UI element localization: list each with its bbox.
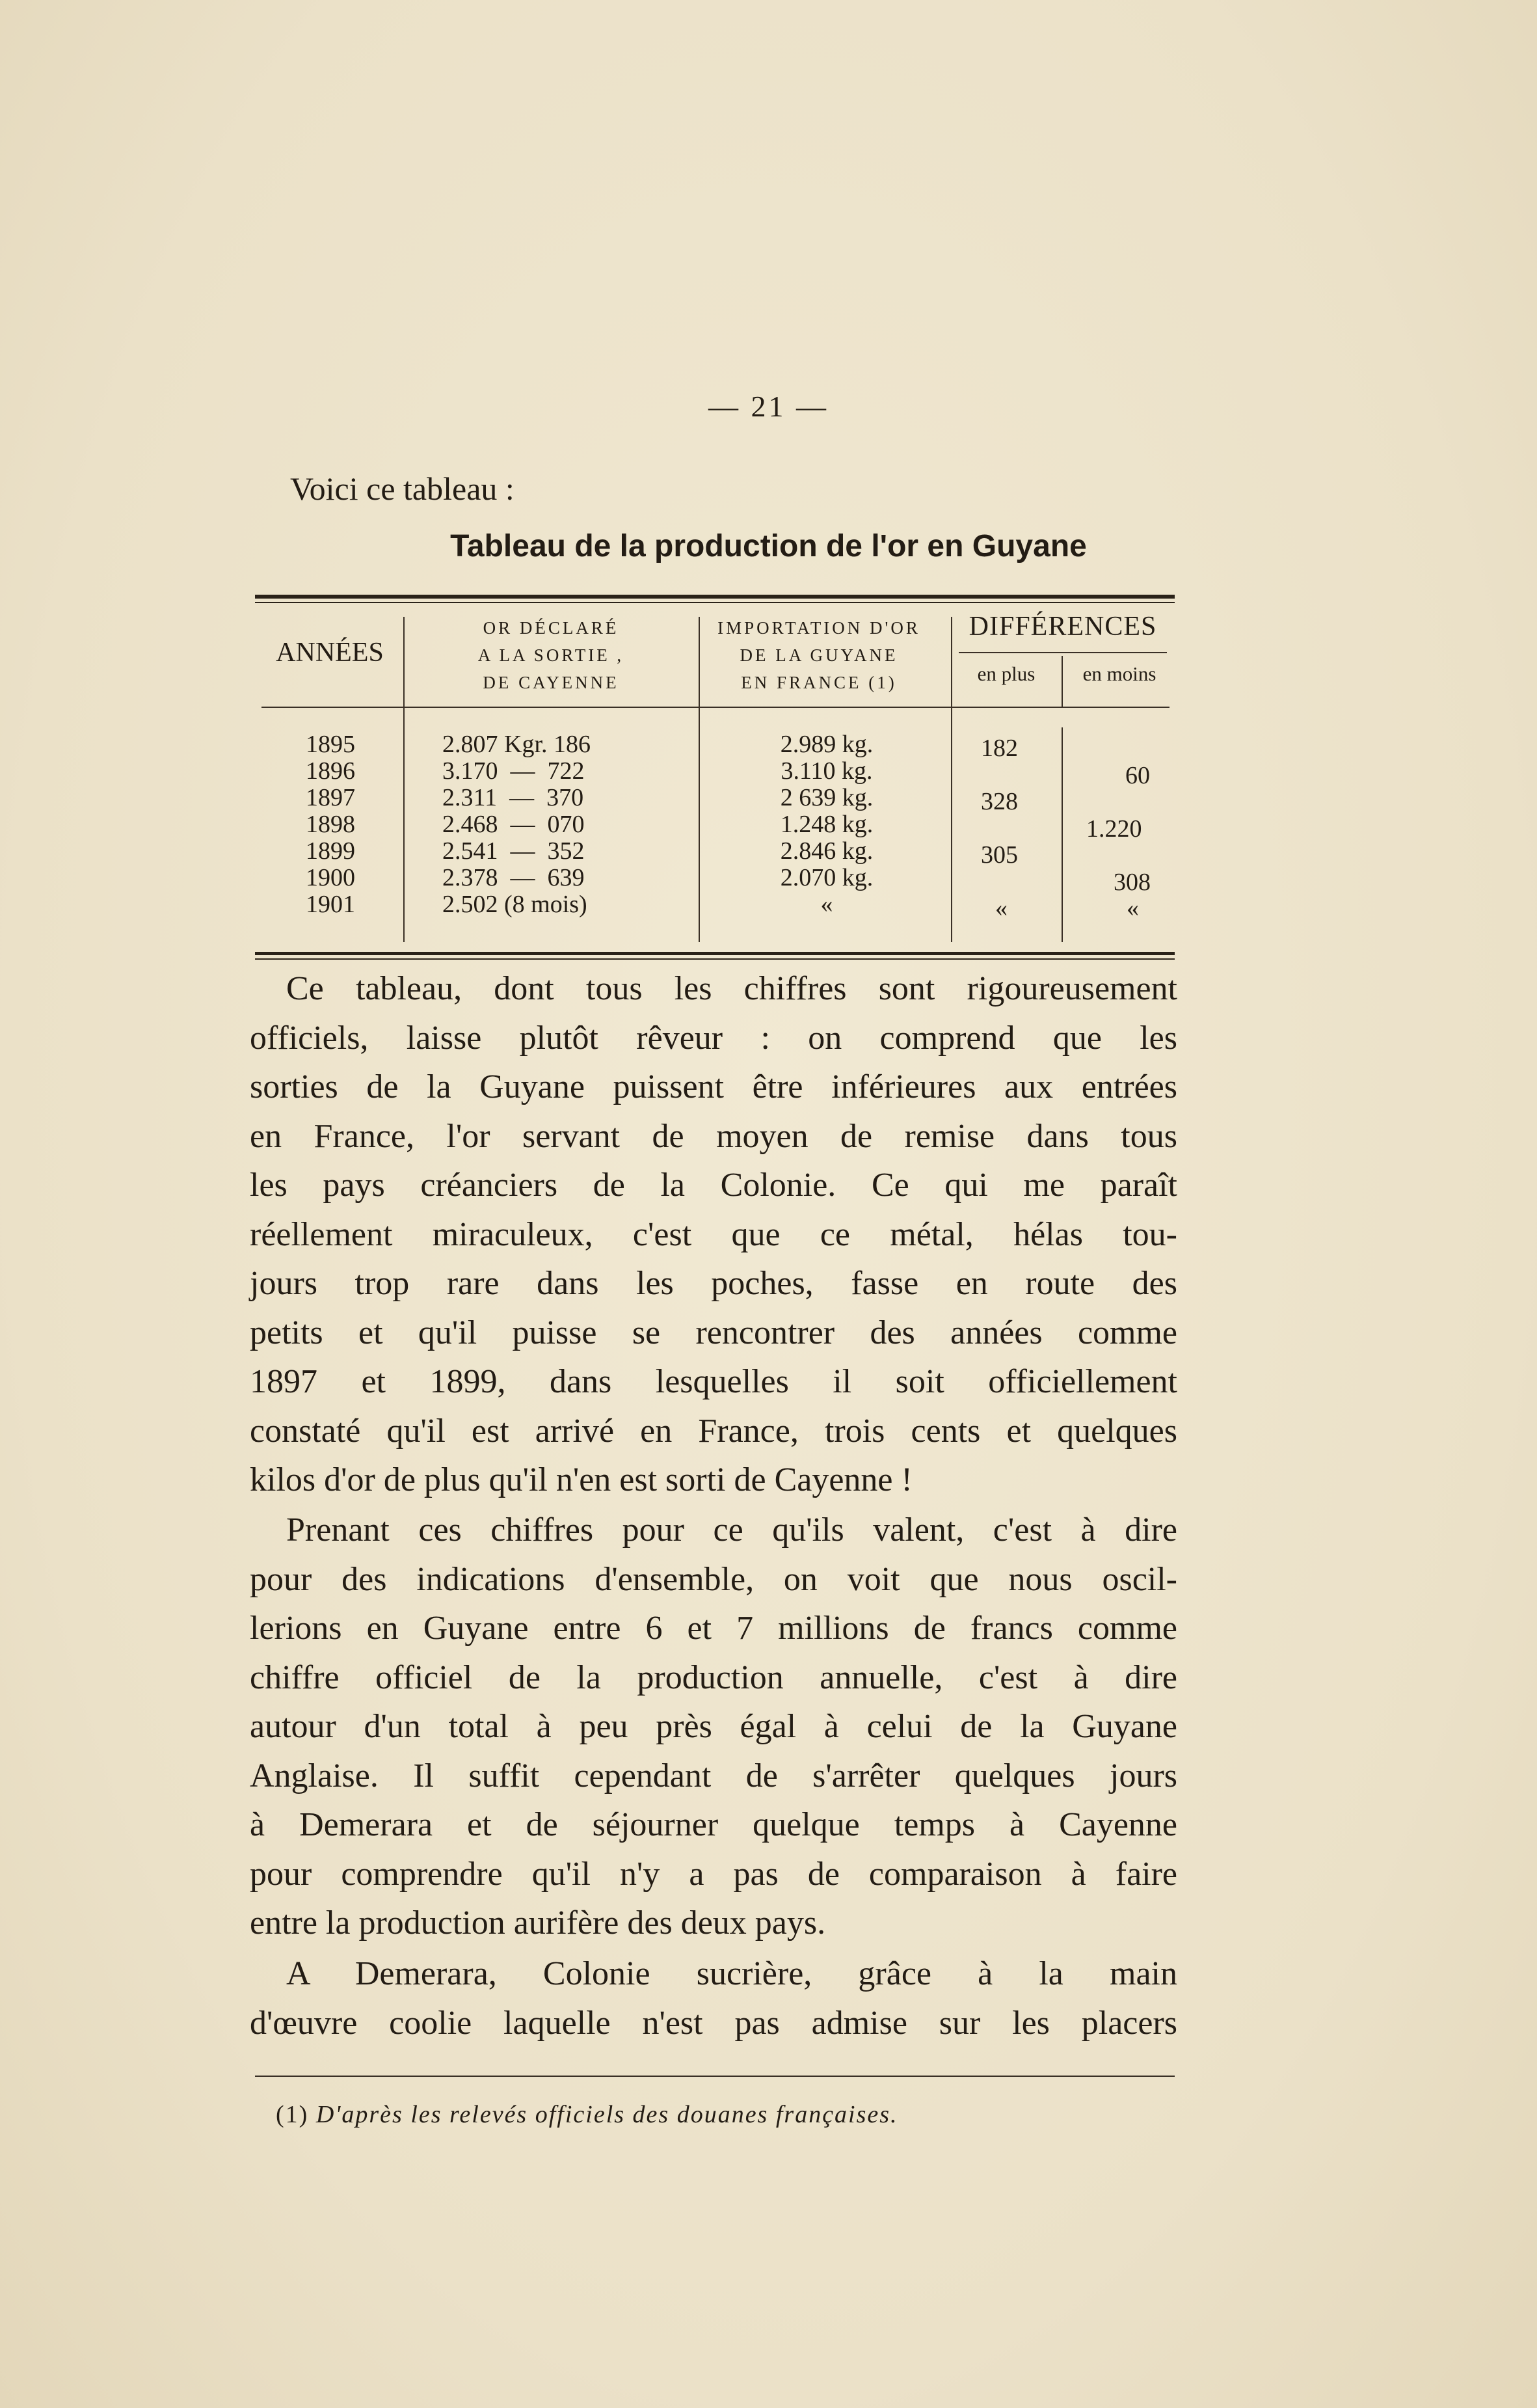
table-cell-declared: 2.502 (8 mois) bbox=[442, 891, 587, 918]
table-cell-declared: 2.541 — 352 bbox=[442, 837, 585, 865]
table-top-rule-thin bbox=[255, 602, 1175, 603]
table-cell-declared: 2.311 — 370 bbox=[442, 784, 584, 811]
text-line: les pays créanciers de la Colonie. Ce qui me paraît bbox=[250, 1167, 1177, 1204]
table-cell-declared: 2.807 Kgr. 186 bbox=[442, 731, 591, 758]
table-cell-year: 1896 bbox=[306, 757, 355, 785]
text-line: jours trop rare dans les poches, fasse en route des bbox=[250, 1265, 1177, 1302]
table-cell-declared: 3.170 — 722 bbox=[442, 757, 585, 785]
table-cell-year: 1900 bbox=[306, 864, 355, 891]
years-column bbox=[272, 731, 389, 918]
header-declared-line2: A LA SORTIE , bbox=[477, 645, 624, 665]
header-import-line1: IMPORTATION D'OR bbox=[717, 618, 920, 638]
column-divider bbox=[1062, 727, 1063, 942]
text-line: A Demerara, Colonie sucrière, grâce à la main bbox=[286, 1955, 1177, 1992]
text-line: en France, l'or servant de moyen de remise dans tous bbox=[250, 1117, 1177, 1155]
table-cell-more: « bbox=[995, 895, 1008, 922]
footnote-rule bbox=[255, 2076, 1175, 2077]
text-line: pour des indications d'ensemble, on voit que nous oscil- bbox=[250, 1560, 1177, 1598]
paragraph-1 bbox=[250, 964, 1177, 1505]
page-number: — 21 — bbox=[708, 390, 829, 423]
text-line: 1897 et 1899, dans lesquelles il soit officiellement bbox=[250, 1363, 1177, 1400]
table-bottom-rule-thin bbox=[255, 958, 1175, 960]
table-cell-import: 3.110 kg. bbox=[781, 757, 873, 785]
header-declared-line3: DE CAYENNE bbox=[483, 673, 619, 692]
text-line: entre la production aurifère des deux pays. bbox=[250, 1904, 826, 1941]
header-differences: DIFFÉRENCES bbox=[969, 612, 1157, 642]
table-cell-more: 305 bbox=[981, 841, 1018, 869]
table-cell-less: 308 bbox=[1114, 869, 1151, 896]
table-cell-year: 1898 bbox=[306, 811, 355, 838]
header-years: ANNÉES bbox=[276, 638, 384, 668]
table-title: Tableau de la production de l'or en Guyane bbox=[450, 529, 1087, 563]
text-line: à Demerara et de séjourner quelque temps à Cayenne bbox=[250, 1806, 1177, 1843]
paragraph-3 bbox=[250, 1949, 1177, 2048]
table-cell-less: « bbox=[1127, 895, 1139, 922]
text-line: petits et qu'il puisse se rencontrer des années comme bbox=[250, 1314, 1177, 1351]
header-import-line3: EN FRANCE (1) bbox=[741, 673, 897, 692]
table-bottom-rule bbox=[255, 952, 1175, 955]
column-divider bbox=[403, 617, 405, 942]
table-cell-more: 328 bbox=[981, 788, 1018, 815]
text-line: sorties de la Guyane puissent être inférieures aux entrées bbox=[250, 1068, 1177, 1105]
text-line: Prenant ces chiffres pour ce qu'ils valent, c'est à dire bbox=[286, 1511, 1177, 1549]
text-line: kilos d'or de plus qu'il n'en est sorti de Cayenne ! bbox=[250, 1461, 913, 1498]
text-line: constaté qu'il est arrivé en France, trois cents et quelques bbox=[250, 1412, 1177, 1450]
table-cell-year: 1901 bbox=[306, 891, 355, 918]
header-underline bbox=[959, 652, 1167, 653]
text-line: autour d'un total à peu près égal à celui de la Guyane bbox=[250, 1708, 1177, 1745]
table-cell-declared: 2.468 — 070 bbox=[442, 811, 585, 838]
text-line: chiffre officiel de la production annuelle, c'est à dire bbox=[250, 1658, 1177, 1696]
table-cell-more: 182 bbox=[981, 735, 1018, 762]
paragraph-2 bbox=[250, 1506, 1177, 1948]
column-divider bbox=[1062, 656, 1063, 707]
header-more: en plus bbox=[977, 662, 1036, 685]
table-cell-import: « bbox=[820, 891, 833, 918]
footnote-mark: (1) bbox=[276, 2101, 309, 2128]
column-divider bbox=[951, 617, 952, 942]
text-line: lerions en Guyane entre 6 et 7 millions de francs comme bbox=[250, 1610, 1177, 1647]
import-column bbox=[709, 731, 944, 918]
text-line: Anglaise. Il suffit cependant de s'arrêter quelques jours bbox=[250, 1757, 1177, 1794]
table-cell-import: 2 639 kg. bbox=[780, 784, 874, 811]
table-cell-import: 1.248 kg. bbox=[780, 811, 874, 838]
table-cell-import: 2.070 kg. bbox=[780, 864, 874, 891]
table-cell-import: 2.989 kg. bbox=[780, 731, 874, 758]
header-less: en moins bbox=[1082, 662, 1156, 685]
table-cell-year: 1895 bbox=[306, 731, 355, 758]
text-line: officiels, laisse plutôt rêveur : on comprend que les bbox=[250, 1019, 1177, 1057]
text-line: Ce tableau, dont tous les chiffres sont rigoureusement bbox=[286, 970, 1177, 1007]
table-cell-declared: 2.378 — 639 bbox=[442, 864, 585, 891]
table-cell-import: 2.846 kg. bbox=[780, 837, 874, 865]
footnote bbox=[276, 2100, 898, 2129]
text-line: d'œuvre coolie laquelle n'est pas admise sur les placers bbox=[250, 2004, 1177, 2042]
header-import-line2: DE LA GUYANE bbox=[740, 645, 898, 665]
intro-text: Voici ce tableau : bbox=[290, 470, 515, 507]
text-line: pour comprendre qu'il n'y a pas de comparaison à faire bbox=[250, 1855, 1177, 1893]
header-underline bbox=[261, 707, 1169, 708]
table-cell-year: 1899 bbox=[306, 837, 355, 865]
table-cell-less: 1.220 bbox=[1086, 815, 1142, 843]
table-top-rule bbox=[255, 595, 1175, 599]
declared-column bbox=[442, 731, 702, 918]
text-line: réellement miraculeux, c'est que ce métal, hélas tou- bbox=[250, 1215, 1177, 1253]
table-cell-less: 60 bbox=[1125, 762, 1150, 789]
table-cell-year: 1897 bbox=[306, 784, 355, 811]
footnote-text: D'après les relevés officiels des douanes françaises. bbox=[315, 2101, 898, 2128]
header-declared-line1: OR DÉCLARÉ bbox=[483, 618, 619, 638]
